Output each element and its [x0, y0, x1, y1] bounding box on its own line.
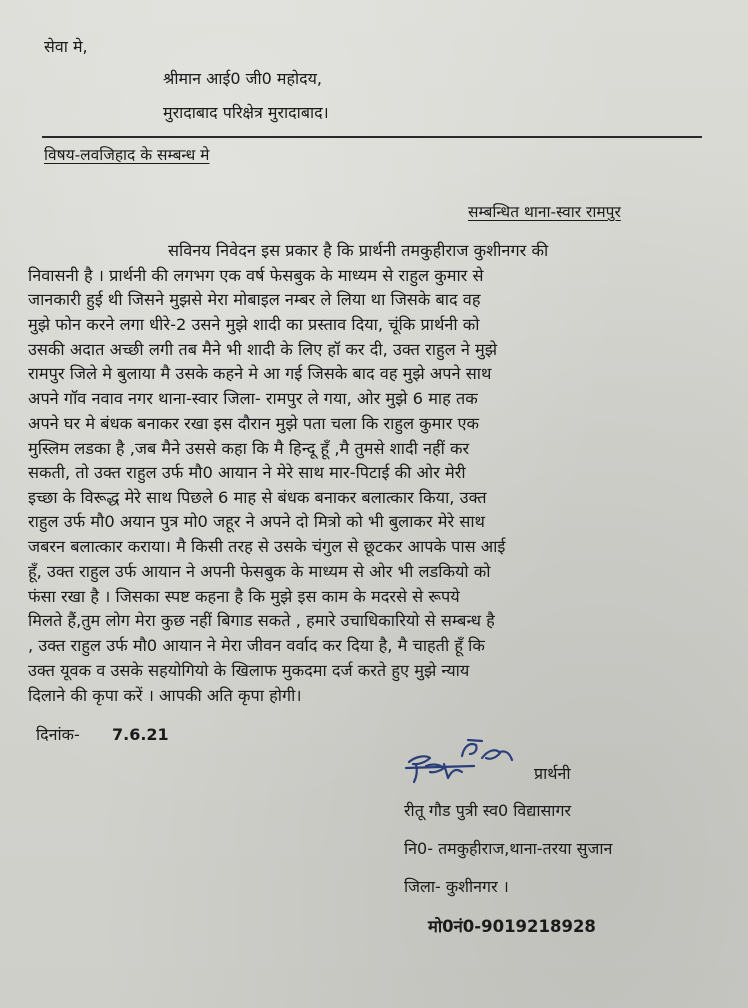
- recipient-line-1: श्रीमान आई0 जी0 महोदय,: [163, 69, 322, 88]
- date-value: 7.6.21: [112, 725, 169, 744]
- body-line: फंसा रखा है । जिसका स्पष्ट कहना है कि मुझे इस काम के मदरसे से रूपये: [28, 587, 460, 606]
- body-line: सविनय निवेदन इस प्रकार है कि प्रार्थनी तमकुहीराज कुशीनगर की: [168, 241, 549, 260]
- body-line: उसकी अदात अच्छी लगी तब मैने भी शादी के लिए हॉ कर दी, उक्त राहुल ने मुझे: [28, 340, 498, 359]
- handwritten-signature: [404, 738, 519, 788]
- body-line: उक्त यूवक व उसके सहयोगियो के खिलाफ मुकदमा दर्ज करते हुए मुझे न्याय: [28, 661, 470, 680]
- body-line: राहुल उर्फ मौ0 अयान पुत्र मो0 जहूर ने अपने दो मित्रो को भी बुलाकर मेरे साथ: [28, 512, 485, 531]
- body-line: जबरन बलात्कार कराया। मै किसी तरह से उसके चंगुल से छूटकर आपके पास आई: [28, 537, 506, 556]
- related-police-station: सम्बन्धित थाना-स्वार रामपुर: [468, 203, 621, 221]
- sender-address: नि0- तमकुहीराज,थाना-तरया सुजान: [404, 839, 613, 858]
- body-line: मुझे फोन करने लगा धीरे-2 उसने मुझे शादी का प्रस्ताव दिया, चूंकि प्रार्थनी को: [28, 315, 480, 334]
- sender-phone: मो0नं0-9019218928: [428, 917, 596, 936]
- body-line: निवासनी है । प्रार्थनी की लगभग एक वर्ष फेसबुक के माध्यम से राहुल कुमार से: [28, 266, 484, 285]
- body-line: अपने गॉव नवाव नगर थाना-स्वार जिला- रामपुर ले गया, ओर मुझे 6 माह तक: [28, 389, 478, 408]
- date-label: दिनांक-: [36, 725, 80, 744]
- salutation: सेवा मे,: [44, 37, 88, 56]
- body-line: अपने घर मे बंधक बनाकर रखा इस दौरान मुझे पता चला कि राहुल कुमार एक: [28, 414, 479, 433]
- body-line: हूँ, उक्त राहुल उर्फ आयान ने अपनी फेसबुक के माध्यम से ओर भी लडकियो को: [28, 562, 491, 581]
- header-divider: [42, 136, 702, 138]
- body-line: इच्छा के विरूद्ध मेरे साथ पिछले 6 माह से बंधक बनाकर बलात्कार किया, उक्त: [28, 488, 487, 507]
- body-line: रामपुर जिले मे बुलाया मै उसके कहने मे आ गई जिसके बाद वह मुझे अपने साथ: [28, 364, 492, 383]
- body-line: सकती, तो उक्त राहुल उर्फ मौ0 आयान ने मेरे साथ मार-पिटाई की ओर मेरी: [28, 463, 466, 482]
- sender-label: प्रार्थनी: [534, 764, 571, 783]
- subject-line: विषय-लवजिहाद के सम्बन्ध मे: [44, 146, 210, 164]
- sender-name: रीतू गौड पुत्री स्व0 विद्यासागर: [404, 801, 572, 820]
- recipient-line-2: मुरादाबाद परिक्षेत्र मुरादाबाद।: [163, 103, 329, 122]
- body-line: दिलाने की कृपा करें । आपकी अति कृपा होगी।: [28, 686, 302, 705]
- body-line: जानकारी हुई थी जिसने मुझसे मेरा मोबाइल नम्बर ले लिया था जिसके बाद वह: [28, 290, 481, 309]
- sender-district: जिला- कुशीनगर ।: [404, 877, 509, 896]
- body-line: मुस्लिम लडका है ,जब मैने उससे कहा कि मै हिन्दू हूँ ,मै तुमसे शादी नहीं कर: [28, 439, 470, 458]
- body-line: मिलते हैं,तुम लोग मेरा कुछ नहीं बिगाड सकते , हमारे उचाधिकारियो से सम्बन्ध है: [28, 611, 495, 630]
- body-line: , उक्त राहुल उर्फ मौ0 आयान ने मेरा जीवन वर्वाद कर दिया है, मै चाहती हूँ कि: [28, 636, 485, 655]
